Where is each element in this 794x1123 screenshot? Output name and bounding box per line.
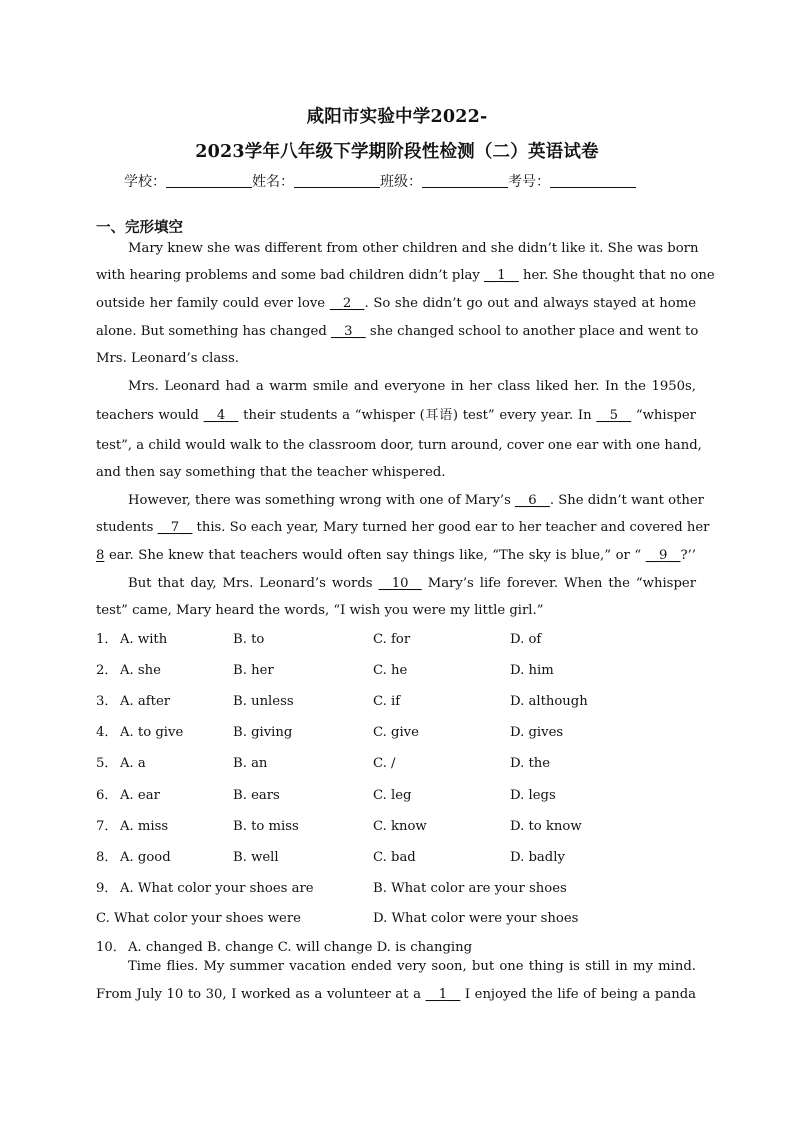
option-a[interactable]: A. after	[120, 694, 171, 709]
question-number: 1．	[96, 632, 118, 647]
option-d[interactable]: D. legs	[510, 788, 556, 803]
option-b[interactable]: B. well	[233, 850, 279, 865]
option-b[interactable]: B. ears	[233, 788, 280, 803]
option-d[interactable]: D. gives	[510, 725, 564, 740]
passage-line: students __7__ this. So each year, Mary turned her good ear to her teacher and covered her	[96, 520, 710, 535]
blank-2: __2__	[329, 296, 365, 311]
passage-line: and then say something that the teacher whispered.	[96, 465, 446, 480]
question-number: 5．	[96, 756, 118, 771]
option-c[interactable]: C. for	[373, 632, 411, 647]
option-b[interactable]: B. giving	[233, 725, 293, 740]
question-number: 8．	[96, 850, 118, 865]
number-blank[interactable]	[550, 173, 636, 188]
option-c[interactable]: C. What color your shoes were	[96, 911, 301, 926]
option-c[interactable]: C. know	[373, 819, 427, 834]
student-info-line	[124, 171, 636, 191]
class-blank[interactable]	[422, 173, 508, 188]
question-number: 7．	[96, 819, 118, 834]
option-b[interactable]: B. unless	[233, 694, 294, 709]
blank-10: __10__	[378, 576, 422, 591]
passage-line: Mrs. Leonard had a warm smile and everyone in her class liked her. In the 1950s,	[128, 379, 696, 394]
question-number: 10．	[96, 940, 126, 955]
blank-4: __4__	[203, 408, 239, 423]
exam-title-line2: 2023学年八年级下学期阶段性检测（二）英语试卷	[195, 142, 599, 162]
option-d[interactable]: D. him	[510, 663, 554, 678]
passage-line: However, there was something wrong with one of Mary’s __6__. She didn’t want other	[128, 493, 704, 508]
option-c[interactable]: C. /	[373, 756, 396, 771]
option-d[interactable]: D. What color were your shoes	[373, 911, 579, 926]
passage-line: alone. But something has changed __3__ she changed school to another place and went to	[96, 324, 699, 339]
passage-line: 8 ear. She knew that teachers would often say things like, “The sky is blue,” or “ __9__?’’	[96, 548, 696, 563]
question-number: 9．	[96, 881, 118, 896]
passage-line: test”, a child would walk to the classroom door, turn around, cover one ear with one hand,	[96, 438, 702, 453]
option-row[interactable]: A. changed B. change C. will change D. is changing	[128, 940, 473, 955]
name-label: 姓名：	[252, 174, 294, 190]
option-d[interactable]: D. badly	[510, 850, 565, 865]
option-a[interactable]: A. with	[120, 632, 168, 647]
option-c[interactable]: C. leg	[373, 788, 412, 803]
blank-9: __9__	[645, 548, 681, 563]
passage-line: Time flies. My summer vacation ended very soon, but one thing is still in my mind.	[128, 959, 696, 974]
question-number: 2．	[96, 663, 118, 678]
option-b[interactable]: B. What color are your shoes	[373, 881, 567, 896]
option-a[interactable]: A. miss	[120, 819, 169, 834]
passage-line: with hearing problems and some bad children didn’t play __1__ her. She thought that no one	[96, 268, 715, 283]
question-number: 4．	[96, 725, 118, 740]
option-b[interactable]: B. an	[233, 756, 268, 771]
passage-line: test” came, Mary heard the words, “I wish you were my little girl.”	[96, 603, 544, 618]
option-d[interactable]: D. although	[510, 694, 588, 709]
option-a[interactable]: A. good	[120, 850, 171, 865]
blank-8: 8	[96, 548, 105, 563]
option-c[interactable]: C. bad	[373, 850, 416, 865]
option-a[interactable]: A. to give	[120, 725, 184, 740]
question-number: 3．	[96, 694, 118, 709]
option-d[interactable]: D. of	[510, 632, 542, 647]
option-b[interactable]: B. her	[233, 663, 274, 678]
class-label: 班级：	[380, 174, 422, 190]
option-a[interactable]: A. a	[120, 756, 146, 771]
blank-6: __6__	[515, 493, 550, 508]
blank-7: __7__	[157, 520, 193, 535]
name-blank[interactable]	[294, 173, 380, 188]
blank-5: __5__	[596, 408, 632, 423]
passage-line: From July 10 to 30, I worked as a volunteer at a __1__ I enjoyed the life of being a panda	[96, 987, 696, 1002]
passage-line: Mrs. Leonard’s class.	[96, 351, 239, 366]
option-d[interactable]: D. the	[510, 756, 551, 771]
option-a[interactable]: A. ear	[120, 788, 160, 803]
option-c[interactable]: C. if	[373, 694, 401, 709]
option-a[interactable]: A. she	[120, 663, 161, 678]
passage-line: outside her family could ever love __2__. So she didn’t go out and always stayed at home	[96, 296, 696, 311]
number-label: 考号：	[508, 174, 550, 190]
exam-title-line1: 咸阳市实验中学2022-	[306, 107, 488, 127]
option-c[interactable]: C. he	[373, 663, 408, 678]
option-c[interactable]: C. give	[373, 725, 419, 740]
blank-1: __1__	[425, 987, 461, 1002]
school-label: 学校：	[124, 174, 166, 190]
passage-line: teachers would __4__ their students a “whisper (耳语) test” every year. In __5__ “whisper	[96, 408, 696, 423]
option-d[interactable]: D. to know	[510, 819, 582, 834]
option-b[interactable]: B. to miss	[233, 819, 299, 834]
passage-line: Mary knew she was different from other children and she didn’t like it. She was born	[128, 241, 699, 256]
passage-line: But that day, Mrs. Leonard’s words __10__ Mary’s life forever. When the “whisper	[128, 576, 696, 591]
question-number: 6．	[96, 788, 118, 803]
blank-3: __3__	[330, 324, 366, 339]
option-a[interactable]: A. What color your shoes are	[120, 881, 314, 896]
option-b[interactable]: B. to	[233, 632, 265, 647]
school-blank[interactable]	[166, 173, 252, 188]
blank-1: __1__	[484, 268, 519, 283]
section-title: 一、完形填空	[96, 220, 183, 236]
